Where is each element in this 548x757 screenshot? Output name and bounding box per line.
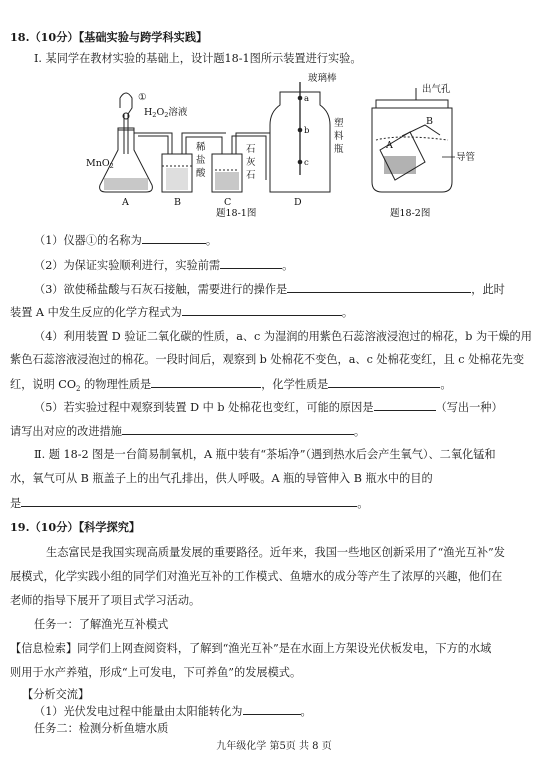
figure-18-1 <box>0 70 548 220</box>
label-hcl-3: 酸 <box>196 168 206 179</box>
q19-task2: 任务二：检测分析鱼塘水质 <box>34 722 169 735</box>
label-a: A <box>122 197 129 208</box>
q19-para1a: 生态富民是我国实现高质量发展的重要路径。近年来，我国一些地区创新采用了“渔光互补”发 <box>46 546 505 559</box>
q18-part1-intro: Ⅰ. 某同学在教材实验的基础上，设计题18-1图所示装置进行实验。 <box>34 52 362 65</box>
q18-part2a: Ⅱ. 题 18-2 图是一台简易制氧机，A 瓶中装有“茶垢净”（遇到热水后会产生氧气）、二氧化锰和 <box>34 448 496 461</box>
q19-info-b: 则用于水产养殖，形成“上可发电，下可养鱼”的发展模式。 <box>10 666 302 679</box>
page-footer: 九年级化学 第5页 共 8 页 <box>216 741 332 752</box>
label-b2: B <box>426 116 433 127</box>
q18-sub1: （1）仪器①的名称为 。 <box>34 234 218 247</box>
q18-header: 18.（10分）【基础实验与跨学科实践】 <box>10 30 208 44</box>
label-outlet: 出气孔 <box>422 84 451 95</box>
caption-18-2: 题18-2图 <box>390 208 431 219</box>
q18-part2b: 水，氧气可从 B 瓶盖子上的出气孔排出，供人呼吸。A 瓶的导管伸入 B 瓶水中的目的 <box>10 472 433 485</box>
label-d: D <box>294 197 302 208</box>
q19-sub1: （1）光伏发电过程中能量由太阳能转化为 。 <box>34 705 312 718</box>
label-rod: 玻璃棒 <box>308 73 337 84</box>
label-h2o2: $H_2O_2$溶液 <box>144 107 188 119</box>
q18-sub3a: （3）欲使稀盐酸与石灰石接触，需要进行的操作是 ，此时 <box>34 283 505 296</box>
label-limestone-1: 石 <box>246 144 256 155</box>
q18-sub5a: （5）若实验过程中观察到装置 D 中 b 处棉花也变红，可能的原因是 （写出一种） <box>34 401 503 414</box>
label-limestone-2: 灰 <box>246 157 256 168</box>
q19-task1: 任务一：了解渔光互补模式 <box>34 618 169 631</box>
q18-sub3b: 装置 A 中发生反应的化学方程式为 。 <box>10 306 354 319</box>
q18-part2c: 是 。 <box>10 497 369 510</box>
dot-c: c <box>304 158 309 168</box>
label-a2: A <box>386 140 393 151</box>
label-b: B <box>174 197 181 208</box>
q19-para1c: 老师的指导下展开了项目式学习活动。 <box>10 594 201 607</box>
q18-sub2: （2）为保证实验顺利进行，实验前需 。 <box>34 259 294 272</box>
separatory-funnel <box>120 93 132 154</box>
q19-para1b: 展模式，化学实践小组的同学们对渔光互补的工作模式、鱼塘水的成分等产生了浓厚的兴趣，他们在 <box>10 570 503 583</box>
label-tube: 导管 <box>456 152 476 163</box>
q19-info-a: 【信息检索】同学们上网查阅资料，了解到“渔光互补”是在水面上方架设光伏板发电，下方的水域 <box>10 642 492 655</box>
bottle-b2 <box>372 108 452 192</box>
q18-sub5b: 请写出对应的改进措施 。 <box>10 425 366 438</box>
caption-18-1: 题18-1图 <box>216 208 257 219</box>
label-circle1: ① <box>138 92 147 103</box>
dot-b: b <box>304 126 310 136</box>
label-hcl-1: 稀 <box>196 142 206 153</box>
dot-a: a <box>304 94 310 104</box>
label-plastic-3: 瓶 <box>334 144 344 155</box>
label-hcl-2: 盐 <box>196 155 206 166</box>
q18-sub4b: 紫色石蕊溶液浸泡过的棉花。一段时间后，观察到 b 处棉花不变色，a、c 处棉花变红，且 c 处棉花先变 <box>10 353 525 366</box>
q19-analysis: 【分析交流】 <box>22 688 90 701</box>
q19-header: 19.（10分）【科学探究】 <box>10 520 141 534</box>
label-mno2: MnO$_2$ <box>86 158 114 170</box>
q18-sub4a: （4）利用装置 D 验证二氧化碳的性质，a、c 为湿润的用紫色石蕊溶液浸泡过的棉花，b 为干燥的用 <box>34 330 532 343</box>
label-plastic-2: 料 <box>334 131 344 142</box>
q18-sub4c: 红，说明 $CO_2$ 的物理性质是 ，化学性质是 。 <box>10 378 452 394</box>
label-limestone-3: 石 <box>246 170 256 181</box>
label-c: C <box>224 197 232 208</box>
label-plastic-1: 塑 <box>334 118 344 129</box>
